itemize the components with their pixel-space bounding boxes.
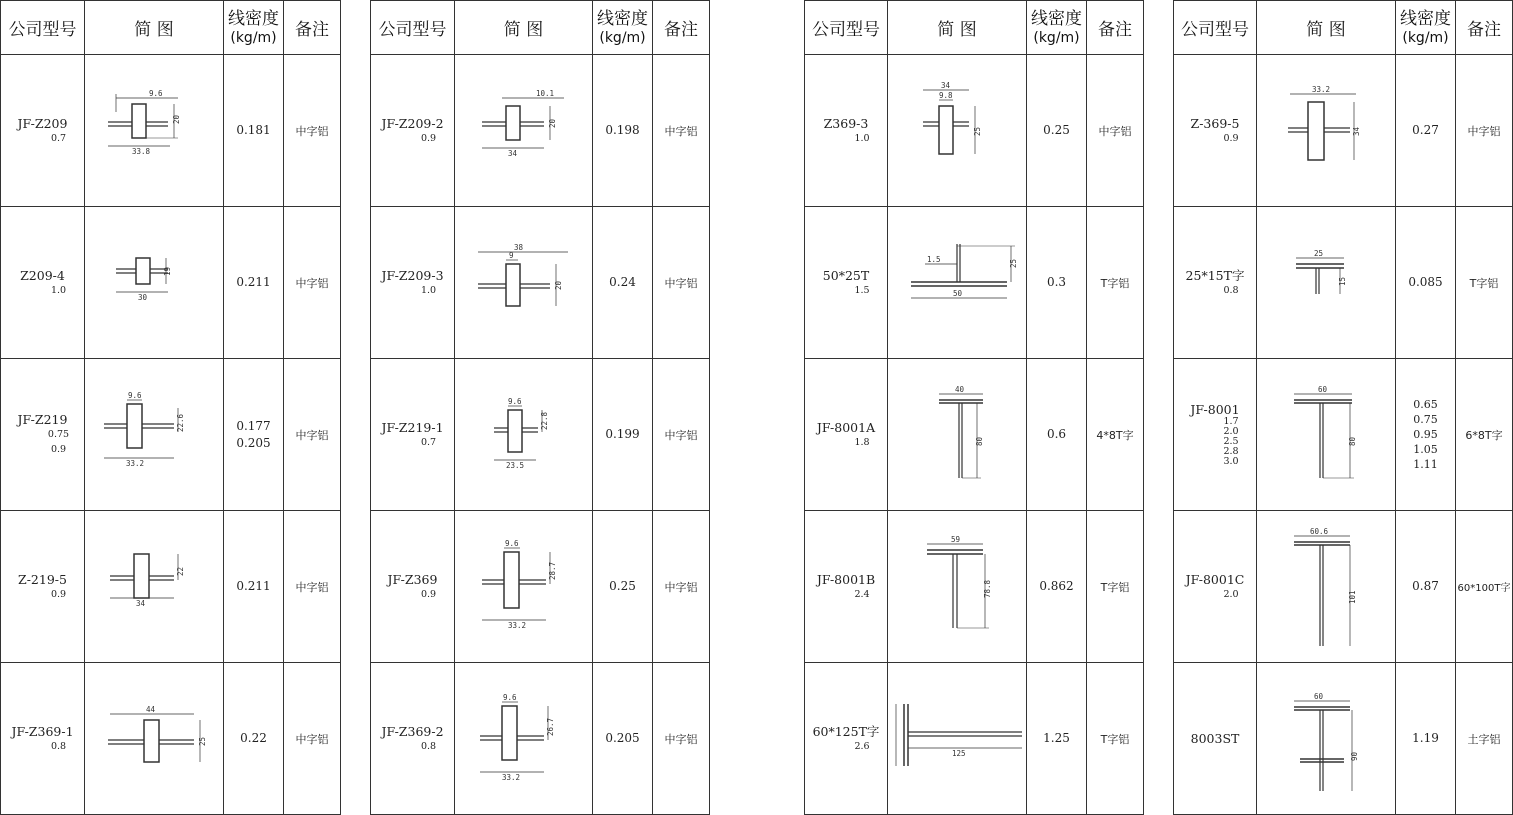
svg-text:22.6: 22.6	[176, 413, 185, 432]
svg-text:125: 125	[952, 748, 966, 758]
svg-text:9.6: 9.6	[504, 538, 519, 548]
density-cell: 0.87	[1396, 511, 1456, 663]
note-cell: 中字铝	[284, 511, 341, 663]
svg-text:25: 25	[1009, 258, 1018, 268]
svg-text:33.2: 33.2	[501, 772, 520, 782]
svg-text:30: 30	[138, 292, 148, 302]
note-cell: 中字铝	[1456, 55, 1513, 207]
svg-text:22: 22	[176, 566, 185, 576]
svg-text:22.8: 22.8	[539, 411, 549, 430]
svg-text:10.1: 10.1	[535, 88, 554, 98]
svg-text:80: 80	[975, 436, 984, 446]
header-model: 公司型号	[371, 1, 455, 55]
spec-table-1	[0, 0, 340, 815]
svg-text:9: 9	[508, 250, 514, 260]
note-cell: 中字铝	[284, 207, 341, 359]
model-cell: JF-8001A 1.8	[805, 359, 888, 511]
profile-diagram	[85, 359, 224, 511]
svg-text:9.6: 9.6	[128, 390, 142, 400]
model-cell: JF-Z219-1 0.7	[371, 359, 455, 511]
svg-text:25: 25	[973, 126, 982, 136]
svg-text:20: 20	[547, 118, 557, 128]
note-cell: 中字铝	[653, 55, 710, 207]
svg-text:40: 40	[955, 384, 965, 394]
density-cell: 0.65 0.75 0.95 1.05 1.11	[1396, 359, 1456, 511]
profile-diagram	[1257, 663, 1396, 815]
profile-diagram	[888, 207, 1027, 359]
density-cell: 0.205	[593, 663, 653, 815]
svg-text:20: 20	[172, 114, 181, 124]
header-density: 线密度 (kg/m)	[1396, 1, 1456, 55]
svg-text:60: 60	[1314, 691, 1324, 701]
profile-diagram	[85, 663, 224, 815]
svg-text:25: 25	[198, 736, 207, 746]
model-cell: JF-Z209-2 0.9	[371, 55, 455, 207]
table-row	[1, 55, 341, 207]
profile-diagram	[455, 511, 593, 663]
svg-text:60.6: 60.6	[1310, 526, 1329, 536]
note-cell: 中字铝	[284, 359, 341, 511]
density-cell: 0.25	[593, 511, 653, 663]
svg-text:26.7: 26.7	[545, 717, 555, 736]
svg-text:25: 25	[1314, 248, 1324, 258]
profile-diagram	[1257, 511, 1396, 663]
svg-text:38: 38	[513, 242, 523, 252]
svg-text:28.7: 28.7	[547, 561, 557, 580]
svg-text:9.6: 9.6	[507, 396, 522, 406]
profile-diagram	[455, 359, 593, 511]
note-cell: 中字铝	[284, 55, 341, 207]
table-row	[1174, 359, 1513, 511]
svg-text:23.5: 23.5	[505, 460, 524, 470]
table-row	[371, 359, 710, 511]
header-model: 公司型号	[1174, 1, 1257, 55]
table-row	[805, 511, 1144, 663]
profile-diagram	[1257, 359, 1396, 511]
table-row	[371, 511, 710, 663]
header-note: 备注	[1456, 1, 1513, 55]
density-cell: 0.211	[224, 207, 284, 359]
model-cell: Z-219-5 0.9	[1, 511, 85, 663]
note-cell: 中字铝	[1087, 55, 1144, 207]
note-cell: 中字铝	[653, 359, 710, 511]
profile-diagram	[888, 55, 1027, 207]
density-cell: 0.085	[1396, 207, 1456, 359]
header-model: 公司型号	[1, 1, 85, 55]
table-row	[371, 207, 710, 359]
model-cell: Z-369-5 0.9	[1174, 55, 1257, 207]
svg-text:33.2: 33.2	[126, 458, 145, 468]
svg-text:34: 34	[1352, 126, 1361, 136]
svg-text:50: 50	[953, 288, 963, 298]
table-row	[1, 511, 341, 663]
model-cell: JF-Z209 0.7	[1, 55, 85, 207]
svg-text:20: 20	[553, 280, 563, 290]
note-cell: 中字铝	[653, 663, 710, 815]
table-row	[371, 663, 710, 815]
model-cell: JF-8001C 2.0	[1174, 511, 1257, 663]
profile-diagram	[455, 663, 593, 815]
svg-text:1.5: 1.5	[927, 254, 941, 264]
note-cell: 土字铝	[1456, 663, 1513, 815]
spec-table-4	[1173, 0, 1512, 815]
profile-diagram	[888, 511, 1027, 663]
profile-diagram	[1257, 55, 1396, 207]
density-cell: 0.862	[1027, 511, 1087, 663]
svg-text:33.2: 33.2	[507, 620, 526, 630]
density-cell: 0.177 0.205	[224, 359, 284, 511]
model-cell: 8003ST	[1174, 663, 1257, 815]
note-cell: 60*100T字	[1456, 511, 1513, 663]
note-cell: 6*8T字	[1456, 359, 1513, 511]
note-cell: T字铝	[1087, 663, 1144, 815]
profile-diagram	[85, 207, 224, 359]
svg-text:80: 80	[1348, 436, 1357, 446]
profile-diagram	[85, 55, 224, 207]
svg-text:34: 34	[941, 80, 951, 90]
table-row	[1, 359, 341, 511]
note-cell: T字铝	[1456, 207, 1513, 359]
profile-diagram	[85, 511, 224, 663]
svg-text:44: 44	[146, 704, 156, 714]
model-cell: JF-8001B 2.4	[805, 511, 888, 663]
note-cell: 中字铝	[653, 207, 710, 359]
svg-text:78.8: 78.8	[983, 579, 992, 598]
table-row	[805, 359, 1144, 511]
svg-text:9.8: 9.8	[939, 90, 953, 100]
header-note: 备注	[284, 1, 341, 55]
note-cell: 中字铝	[653, 511, 710, 663]
table-row	[805, 663, 1144, 815]
header-diagram: 简 图	[1257, 1, 1396, 55]
model-cell: JF-Z219 0.75 0.9	[1, 359, 85, 511]
density-cell: 0.181	[224, 55, 284, 207]
model-cell: Z369-3 1.0	[805, 55, 888, 207]
model-cell: JF-8001 1.7 2.0 2.5 2.8 3.0	[1174, 359, 1257, 511]
density-cell: 0.199	[593, 359, 653, 511]
profile-diagram	[888, 663, 1027, 815]
spec-table-3	[804, 0, 1143, 815]
header-diagram: 简 图	[888, 1, 1027, 55]
svg-text:101: 101	[1348, 589, 1357, 604]
profile-diagram	[455, 207, 593, 359]
svg-text:34: 34	[136, 598, 146, 608]
header-diagram: 简 图	[85, 1, 224, 55]
table-row	[1174, 511, 1513, 663]
density-cell: 0.211	[224, 511, 284, 663]
table-row	[1174, 207, 1513, 359]
model-cell: JF-Z369-2 0.8	[371, 663, 455, 815]
density-cell: 0.6	[1027, 359, 1087, 511]
spec-table-2	[370, 0, 709, 815]
svg-text:9.6: 9.6	[502, 692, 517, 702]
header-model: 公司型号	[805, 1, 888, 55]
header-note: 备注	[1087, 1, 1144, 55]
svg-text:33.8: 33.8	[132, 146, 151, 156]
svg-text:9.6: 9.6	[149, 88, 163, 98]
svg-text:33.2: 33.2	[1312, 84, 1331, 94]
table-row	[1174, 55, 1513, 207]
table-row	[805, 207, 1144, 359]
table-row	[805, 55, 1144, 207]
model-cell: JF-Z369 0.9	[371, 511, 455, 663]
model-cell: 50*25T 1.5	[805, 207, 888, 359]
note-cell: T字铝	[1087, 207, 1144, 359]
model-cell: JF-Z369-1 0.8	[1, 663, 85, 815]
svg-text:60: 60	[1318, 384, 1328, 394]
model-cell: 60*125T字 2.6	[805, 663, 888, 815]
note-cell: 4*8T字	[1087, 359, 1144, 511]
header-note: 备注	[653, 1, 710, 55]
profile-diagram	[1257, 207, 1396, 359]
table-row	[1, 207, 341, 359]
profile-diagram	[455, 55, 593, 207]
svg-text:34: 34	[507, 148, 517, 158]
model-cell: Z209-4 1.0	[1, 207, 85, 359]
svg-text:90: 90	[1350, 751, 1359, 761]
note-cell: T字铝	[1087, 511, 1144, 663]
model-cell: JF-Z209-3 1.0	[371, 207, 455, 359]
header-density: 线密度 (kg/m)	[224, 1, 284, 55]
density-cell: 1.19	[1396, 663, 1456, 815]
density-cell: 0.25	[1027, 55, 1087, 207]
density-cell: 0.3	[1027, 207, 1087, 359]
header-density: 线密度 (kg/m)	[593, 1, 653, 55]
density-cell: 1.25	[1027, 663, 1087, 815]
density-cell: 0.24	[593, 207, 653, 359]
model-cell: 25*15T字 0.8	[1174, 207, 1257, 359]
header-diagram: 简 图	[455, 1, 593, 55]
table-row	[1, 663, 341, 815]
density-cell: 0.27	[1396, 55, 1456, 207]
svg-text:19: 19	[163, 266, 172, 276]
note-cell: 中字铝	[284, 663, 341, 815]
profile-diagram	[888, 359, 1027, 511]
density-cell: 0.22	[224, 663, 284, 815]
density-cell: 0.198	[593, 55, 653, 207]
table-row	[371, 55, 710, 207]
table-row	[1174, 663, 1513, 815]
svg-text:15: 15	[1338, 276, 1347, 286]
svg-text:59: 59	[951, 534, 961, 544]
header-density: 线密度 (kg/m)	[1027, 1, 1087, 55]
